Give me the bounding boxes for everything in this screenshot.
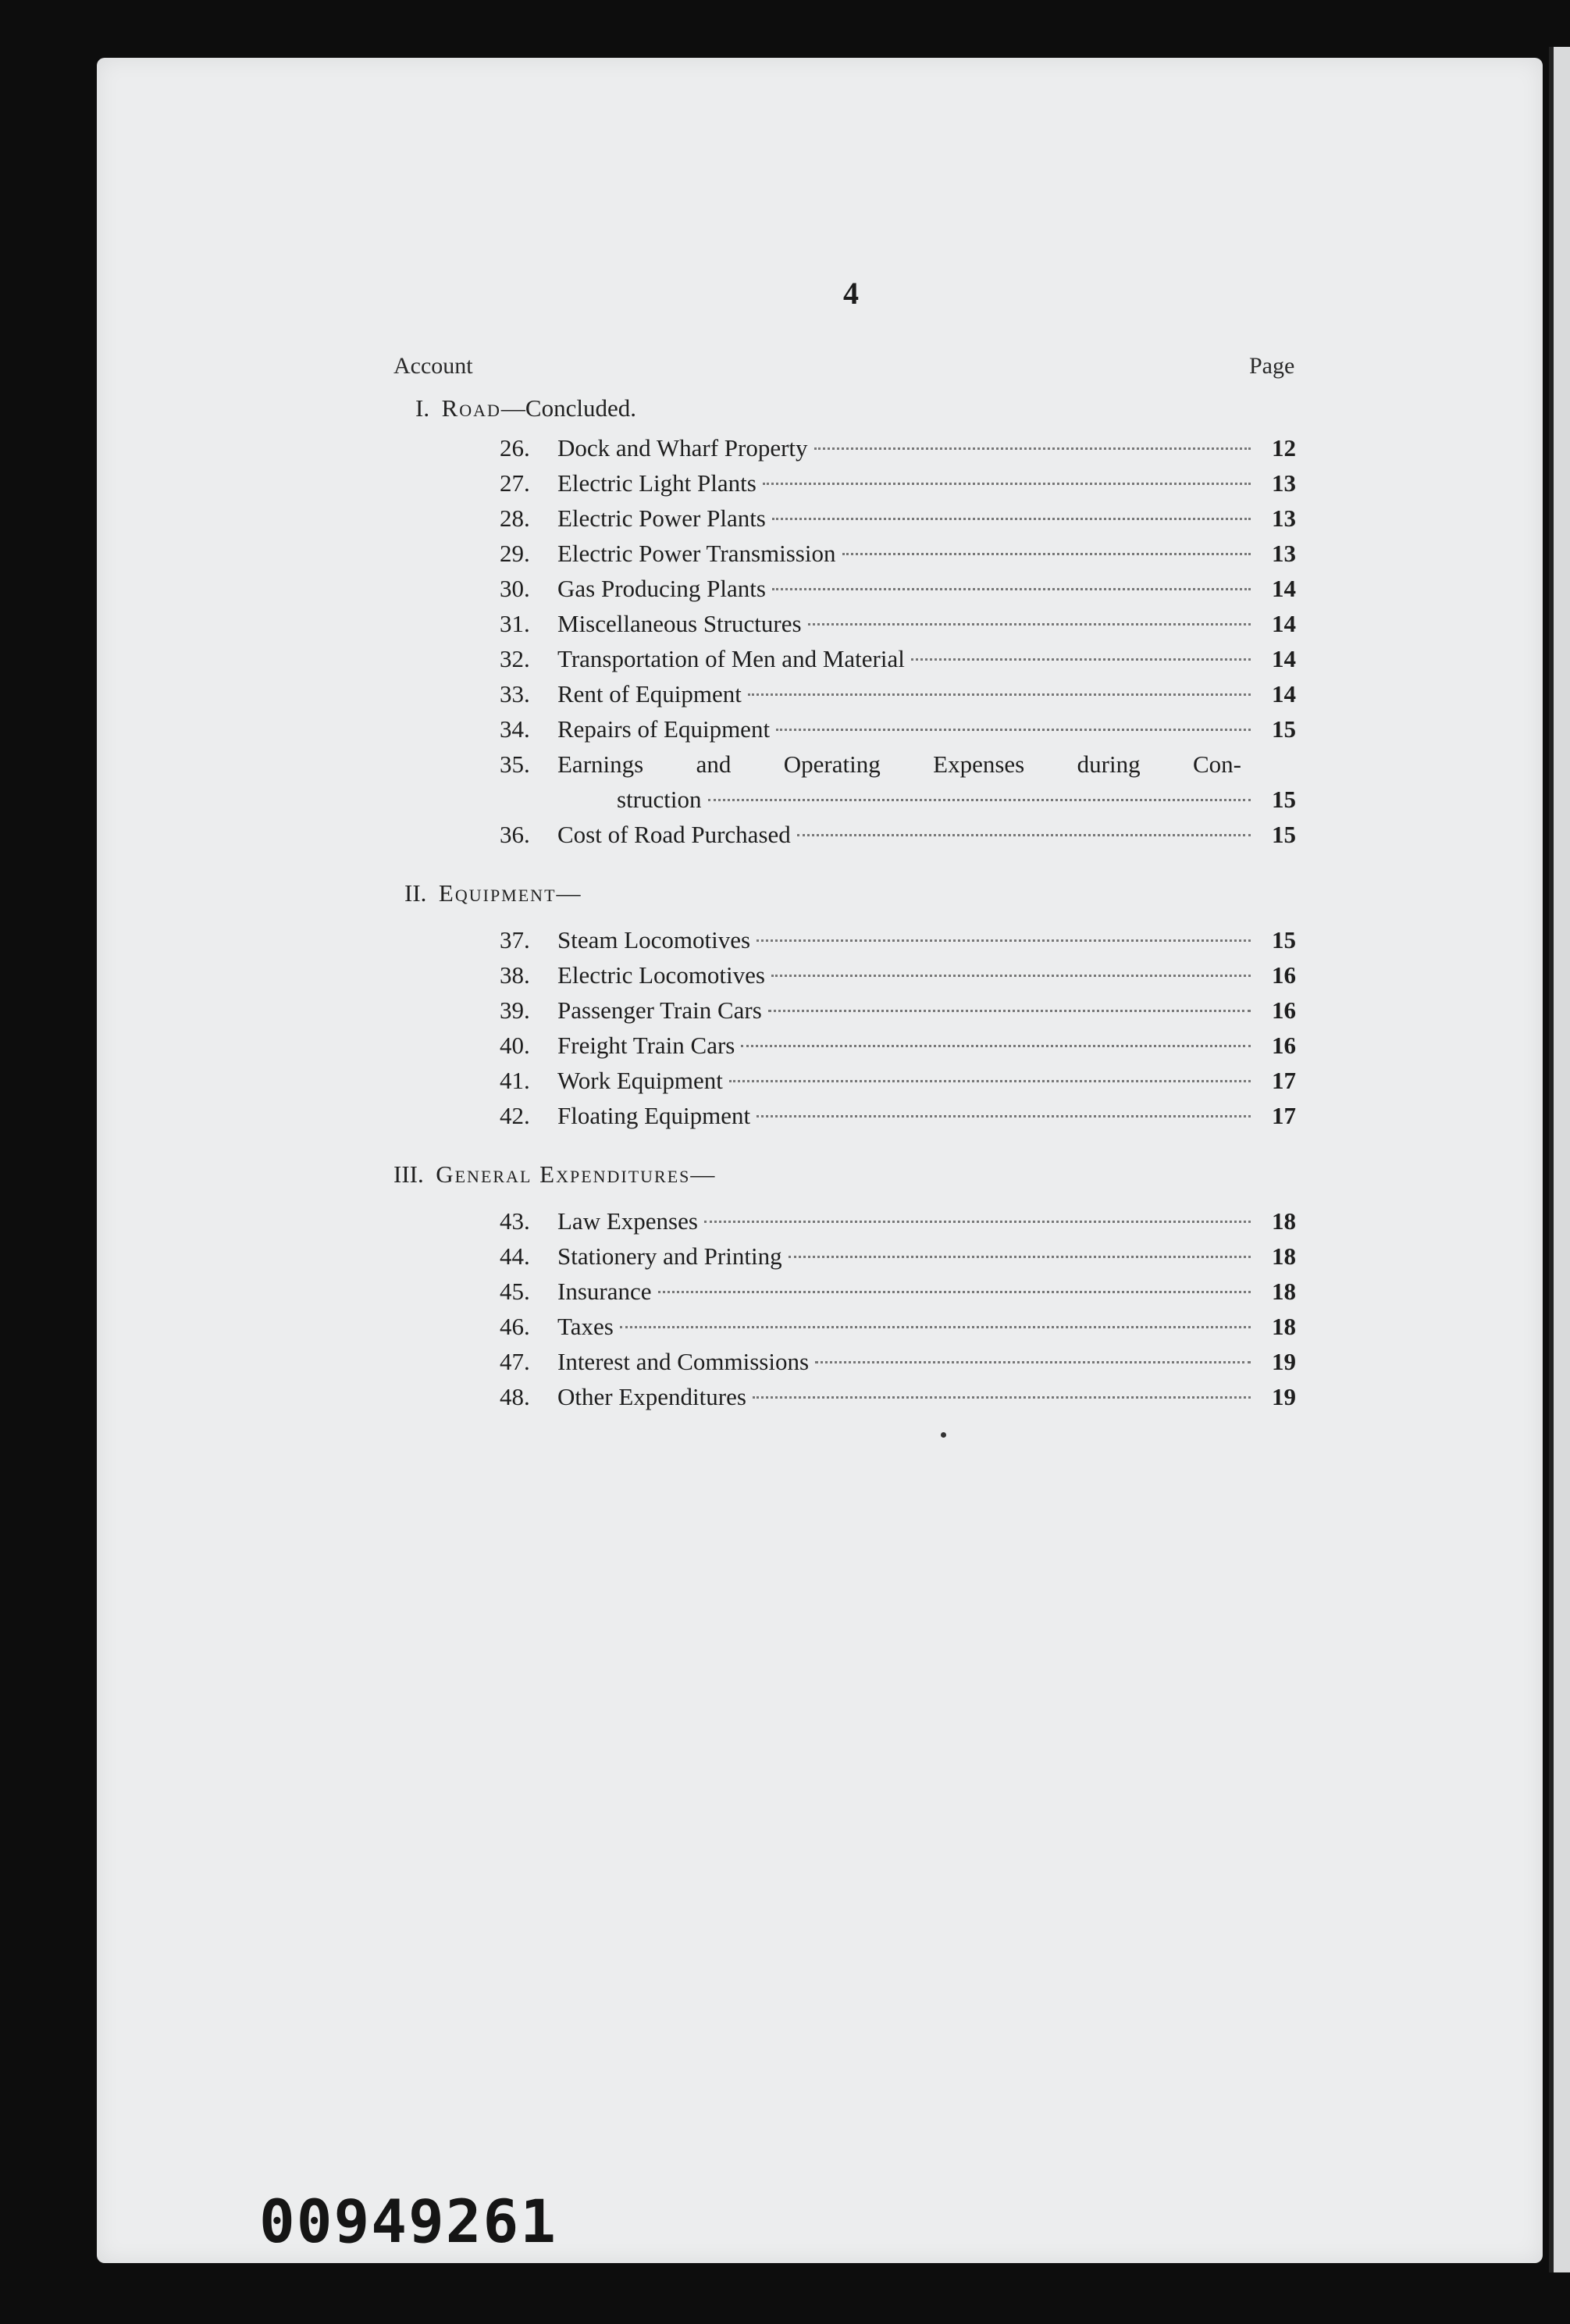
- dot-leader: [911, 658, 1251, 661]
- entry-page: 13: [1272, 504, 1296, 532]
- entry-number: 36.: [500, 821, 530, 848]
- entry-title: Electric Locomotives: [557, 961, 765, 989]
- entry-number: 30.: [500, 575, 530, 602]
- section-suffix: —: [556, 879, 581, 907]
- dot-leader: [814, 447, 1251, 450]
- dot-leader: [772, 588, 1251, 590]
- section-name: General Expenditures: [436, 1160, 691, 1188]
- entry-title: Steam Locomotives: [557, 926, 751, 953]
- toc-entry: [500, 1242, 1296, 1277]
- section-suffix: —Concluded.: [500, 394, 636, 422]
- entry-title: Stationery and Printing: [557, 1242, 782, 1270]
- entry-number: 27.: [500, 469, 530, 497]
- entry-title: Dock and Wharf Property: [557, 434, 808, 462]
- entry-page: 15: [1272, 821, 1296, 848]
- dot-leader: [708, 799, 1251, 801]
- entry-number: 37.: [500, 926, 530, 953]
- entry-title-line1: Earnings and Operating Expenses during Con-: [557, 750, 1241, 778]
- toc-entry: [500, 1207, 1296, 1242]
- entry-page: 13: [1272, 469, 1296, 497]
- entry-title: Miscellaneous Structures: [557, 610, 802, 637]
- toc-entry: [500, 469, 1296, 504]
- entry-page: 16: [1272, 1032, 1296, 1059]
- entry-number: 29.: [500, 540, 530, 567]
- section-suffix: —: [690, 1160, 715, 1188]
- entry-number: 34.: [500, 715, 530, 743]
- dot-leader: [753, 1396, 1251, 1399]
- entry-title: Floating Equipment: [557, 1102, 751, 1129]
- section-roman: III: [393, 1160, 418, 1188]
- ink-speck: [941, 1432, 946, 1438]
- dot-leader: [704, 1221, 1251, 1223]
- entry-title: Work Equipment: [557, 1067, 723, 1094]
- toc-entry-multiline: [500, 750, 1241, 779]
- entry-number: 45.: [500, 1278, 530, 1305]
- entry-page: 18: [1272, 1313, 1296, 1340]
- entry-page: 15: [1272, 715, 1296, 743]
- toc-entry: [500, 680, 1296, 715]
- entry-title: Electric Power Transmission: [557, 540, 836, 567]
- entry-title: Gas Producing Plants: [557, 575, 766, 602]
- dot-leader: [741, 1045, 1251, 1047]
- dot-leader: [658, 1291, 1251, 1293]
- section-name: Equipment: [438, 879, 557, 907]
- document-page: [97, 58, 1543, 2263]
- toc-entry: [500, 575, 1296, 609]
- entry-title: Passenger Train Cars: [557, 996, 762, 1024]
- dot-leader: [757, 1115, 1251, 1117]
- entry-page: 12: [1272, 434, 1296, 462]
- entry-page: 14: [1272, 610, 1296, 637]
- entry-page: 16: [1272, 996, 1296, 1024]
- archive-stamp-number: 00949261: [259, 2187, 558, 2256]
- dot-leader: [729, 1080, 1251, 1082]
- toc-entry: [500, 961, 1296, 996]
- toc-entry: [500, 1032, 1296, 1066]
- entry-title: Electric Power Plants: [557, 504, 766, 532]
- entry-number: 26.: [500, 434, 530, 462]
- entry-number: 39.: [500, 996, 530, 1024]
- dot-leader: [815, 1361, 1251, 1363]
- entry-title: Rent of Equipment: [557, 680, 742, 708]
- entry-page: 18: [1272, 1278, 1296, 1305]
- section-title-equipment: II. Equipment—: [404, 879, 581, 907]
- entry-number: 38.: [500, 961, 530, 989]
- dot-leader: [776, 729, 1251, 731]
- dot-leader: [808, 623, 1251, 626]
- entry-page: 19: [1272, 1383, 1296, 1410]
- dot-leader: [620, 1326, 1251, 1328]
- entry-title: Interest and Commissions: [557, 1348, 810, 1375]
- toc-entry: [500, 1313, 1296, 1347]
- dot-leader: [797, 834, 1251, 836]
- adjacent-page-edge: [1549, 47, 1570, 2272]
- entry-number: 40.: [500, 1032, 530, 1059]
- toc-entry: [500, 926, 1296, 961]
- toc-entry: [500, 434, 1296, 469]
- entry-title-line2: struction: [617, 786, 702, 813]
- entry-page: 13: [1272, 540, 1296, 567]
- account-column-header: Account: [393, 353, 473, 379]
- toc-entry: [500, 504, 1296, 539]
- entry-title: Cost of Road Purchased: [557, 821, 791, 848]
- dot-leader: [757, 939, 1251, 942]
- entry-title: Repairs of Equipment: [557, 715, 771, 743]
- toc-entry: [500, 821, 1296, 855]
- entry-number: 47.: [500, 1348, 530, 1375]
- entry-number: 32.: [500, 645, 530, 672]
- entry-page: 17: [1272, 1067, 1296, 1094]
- entry-title: Insurance: [557, 1278, 652, 1305]
- entry-page: 15: [1272, 786, 1296, 813]
- section-roman: I: [415, 394, 424, 422]
- entry-page: 18: [1272, 1207, 1296, 1235]
- entry-title: Taxes: [557, 1313, 614, 1340]
- entry-number: 35.: [500, 750, 530, 778]
- entry-title: Other Expenditures: [557, 1383, 746, 1410]
- entry-number: 43.: [500, 1207, 530, 1235]
- toc-entry: [500, 715, 1296, 750]
- entry-title: Electric Light Plants: [557, 469, 757, 497]
- entry-page: 19: [1272, 1348, 1296, 1375]
- entry-page: 16: [1272, 961, 1296, 989]
- toc-entry: [500, 1348, 1296, 1382]
- toc-entry: [500, 645, 1296, 679]
- section-title-road: I. Road—Concluded.: [415, 394, 636, 422]
- toc-entry: [500, 1383, 1296, 1417]
- dot-leader: [842, 553, 1251, 555]
- toc-entry: [500, 610, 1296, 644]
- entry-page: 17: [1272, 1102, 1296, 1129]
- entry-number: 41.: [500, 1067, 530, 1094]
- dot-leader: [763, 483, 1251, 485]
- entry-page: 18: [1272, 1242, 1296, 1270]
- entry-title: Freight Train Cars: [557, 1032, 735, 1059]
- toc-entry: [500, 540, 1296, 574]
- page-column-header: Page: [1249, 353, 1295, 379]
- dot-leader: [772, 518, 1251, 520]
- toc-entry: [500, 1102, 1296, 1136]
- entry-number: 48.: [500, 1383, 530, 1410]
- entry-number: 46.: [500, 1313, 530, 1340]
- entry-number: 31.: [500, 610, 530, 637]
- entry-page: 14: [1272, 680, 1296, 708]
- entry-page: 15: [1272, 926, 1296, 953]
- entry-number: 42.: [500, 1102, 530, 1129]
- toc-entry: [500, 1067, 1296, 1101]
- entry-number: 33.: [500, 680, 530, 708]
- section-name: Road: [441, 394, 501, 422]
- entry-page: 14: [1272, 645, 1296, 672]
- entry-number: 44.: [500, 1242, 530, 1270]
- dot-leader: [771, 975, 1251, 977]
- dot-leader: [789, 1256, 1251, 1258]
- section-roman: II: [404, 879, 421, 907]
- dot-leader: [748, 693, 1251, 696]
- toc-entry-continuation: [617, 786, 1296, 814]
- section-title-general-expenditures: III. General Expenditures—: [393, 1160, 715, 1188]
- entry-title: Law Expenses: [557, 1207, 698, 1235]
- toc-entry: [500, 996, 1296, 1031]
- page-number: 4: [843, 276, 859, 311]
- dot-leader: [768, 1010, 1251, 1012]
- entry-page: 14: [1272, 575, 1296, 602]
- toc-entry: [500, 1278, 1296, 1312]
- entry-number: 28.: [500, 504, 530, 532]
- entry-title: Transportation of Men and Material: [557, 645, 905, 672]
